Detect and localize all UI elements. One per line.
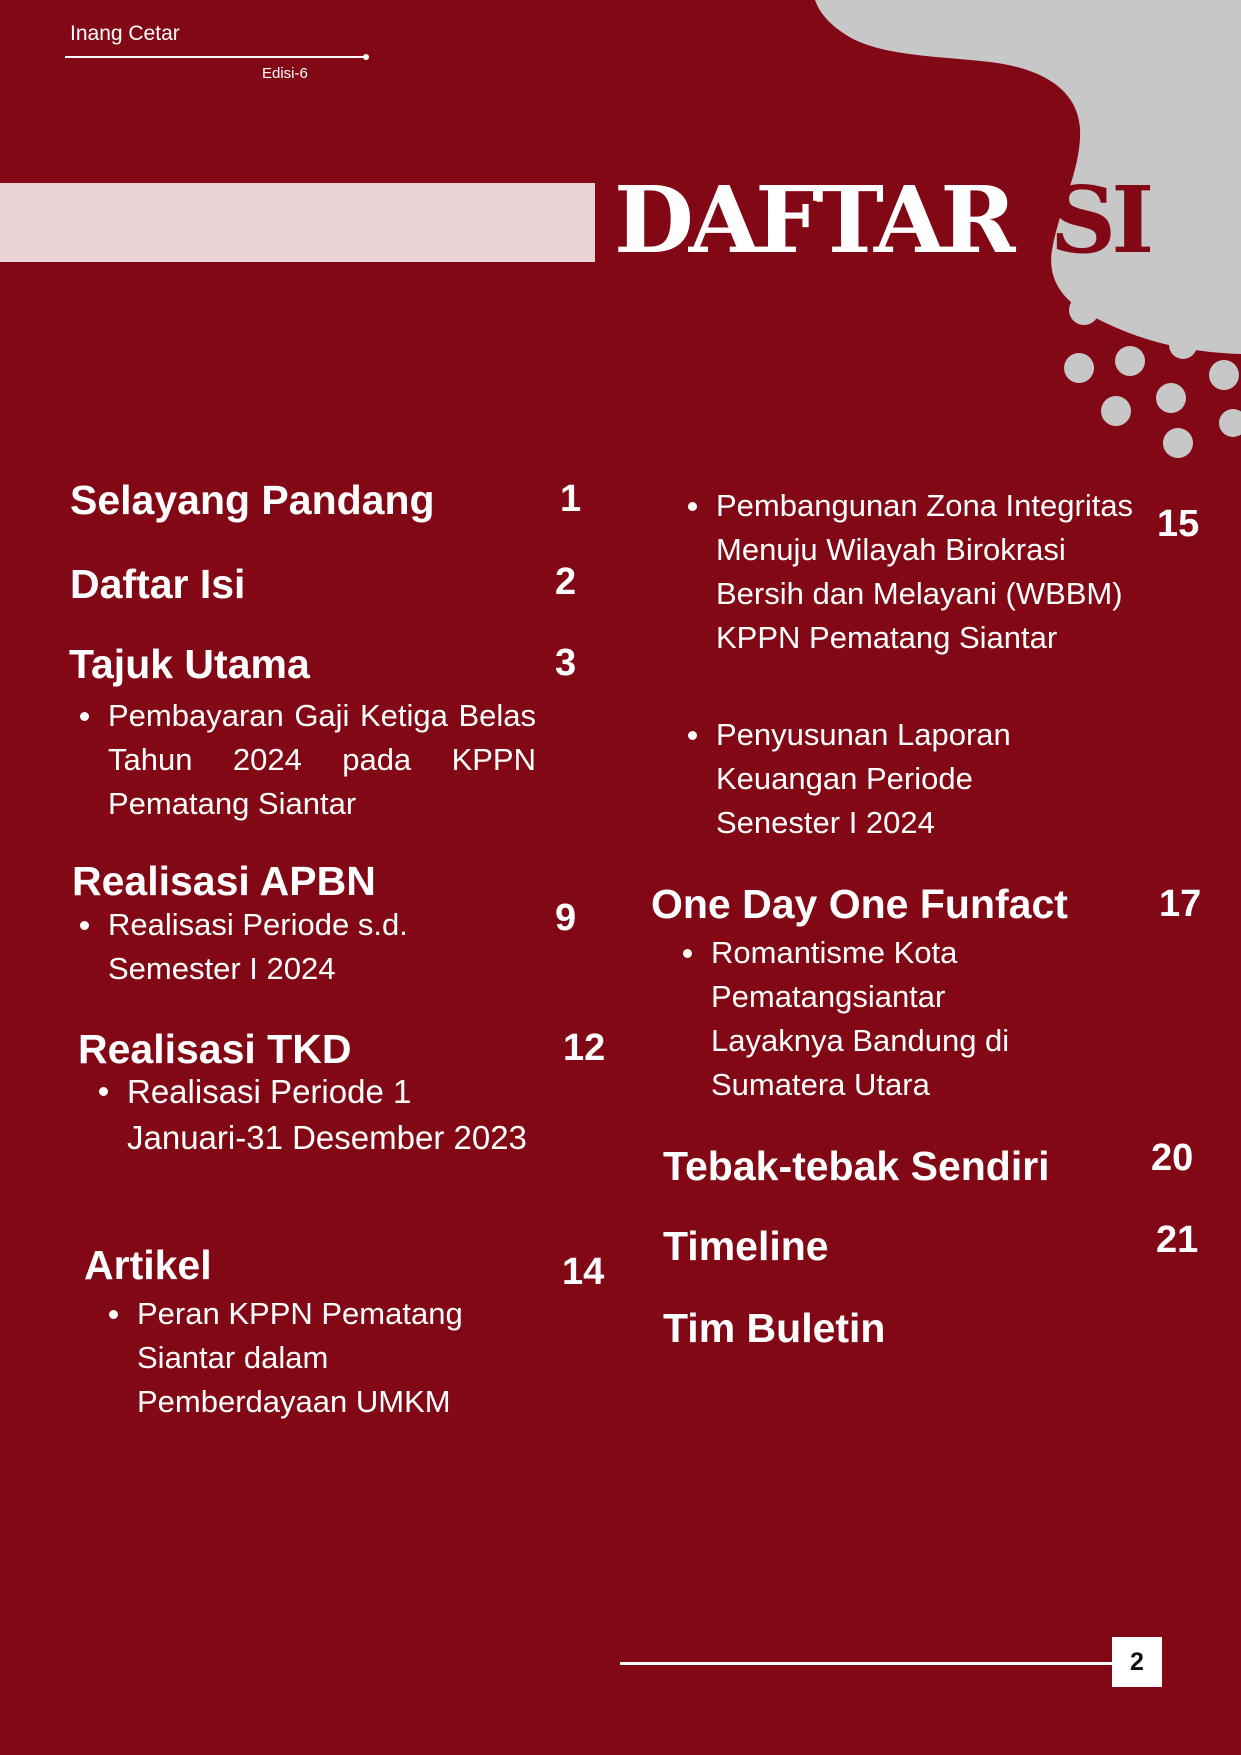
toc-heading-funfact: One Day One Funfact — [651, 881, 1068, 927]
toc-item-realisasi-semester: Realisasi Periode s.d. Semester I 2024 — [108, 903, 468, 991]
decor-dot — [1101, 396, 1131, 426]
decor-dot — [1115, 346, 1145, 376]
toc-page-timeline: 21 — [1156, 1219, 1199, 1261]
toc-page-realisasi-tkd: 12 — [563, 1027, 606, 1069]
toc-item-zona-integritas: Pembangunan Zona Integritas Menuju Wilayah Birokrasi Bersih dan Melayani (WBBM) KPPN Pematang Siantar — [716, 484, 1156, 660]
decor-dot — [1169, 331, 1197, 359]
toc-heading-realisasi-tkd: Realisasi TKD — [78, 1026, 352, 1072]
toc-item-laporan-keuangan: Penyusunan Laporan Keuangan Periode Senester I 2024 — [716, 713, 1076, 845]
page-title-main: DAFTAR — [614, 166, 1012, 274]
toc-heading-selayang-pandang: Selayang Pandang — [70, 477, 435, 523]
toc-page-artikel: 14 — [562, 1251, 605, 1293]
decor-dot — [1069, 295, 1099, 325]
toc-heading-tajuk-utama: Tajuk Utama — [69, 641, 310, 687]
decor-dot — [1163, 428, 1193, 458]
edition-label: Edisi-6 — [262, 65, 308, 82]
toc-page-tebak-tebak: 20 — [1151, 1137, 1194, 1179]
publication-name: Inang Cetar — [70, 22, 180, 45]
toc-heading-artikel: Artikel — [84, 1242, 212, 1288]
toc-page-selayang-pandang: 1 — [560, 478, 582, 520]
page-title — [614, 166, 1150, 274]
toc-heading-daftar-isi: Daftar Isi — [70, 561, 246, 607]
decor-dot — [1219, 409, 1241, 437]
toc-item-realisasi-periode: Realisasi Periode 1 Januari-31 Desember 2023 — [127, 1069, 527, 1161]
decor-dot — [1156, 383, 1186, 413]
toc-page-funfact: 17 — [1159, 883, 1202, 925]
toc-item-gaji-ketiga-belas: Pembayaran Gaji Ketiga Belas Tahun 2024 pada KPPN Pematang Siantar — [108, 694, 536, 826]
toc-heading-timeline: Timeline — [663, 1223, 829, 1269]
masthead-divider-dot — [363, 54, 369, 60]
toc-item-romantisme-kota: Romantisme Kota Pematangsiantar Layaknya Bandung di Sumatera Utara — [711, 931, 1081, 1107]
footer-divider — [620, 1662, 1112, 1665]
toc-heading-tebak-tebak: Tebak-tebak Sendiri — [663, 1143, 1050, 1189]
toc-page-realisasi-apbn: 9 — [555, 897, 577, 939]
toc-heading-tim-buletin: Tim Buletin — [663, 1305, 886, 1351]
page-title-accent: ISI — [1011, 166, 1150, 274]
masthead-divider — [65, 56, 367, 58]
page-number: 2 — [1112, 1637, 1162, 1687]
decor-dot — [1209, 360, 1239, 390]
toc-page-tajuk-utama: 3 — [555, 642, 577, 684]
toc-page-zona-integritas: 15 — [1157, 503, 1200, 545]
toc-page-daftar-isi: 2 — [555, 561, 577, 603]
toc-heading-realisasi-apbn: Realisasi APBN — [72, 858, 376, 904]
decor-dot — [1064, 353, 1094, 383]
toc-item-pemberdayaan-umkm: Peran KPPN Pematang Siantar dalam Pemberdayaan UMKM — [137, 1292, 537, 1424]
title-accent-bar — [0, 183, 595, 262]
